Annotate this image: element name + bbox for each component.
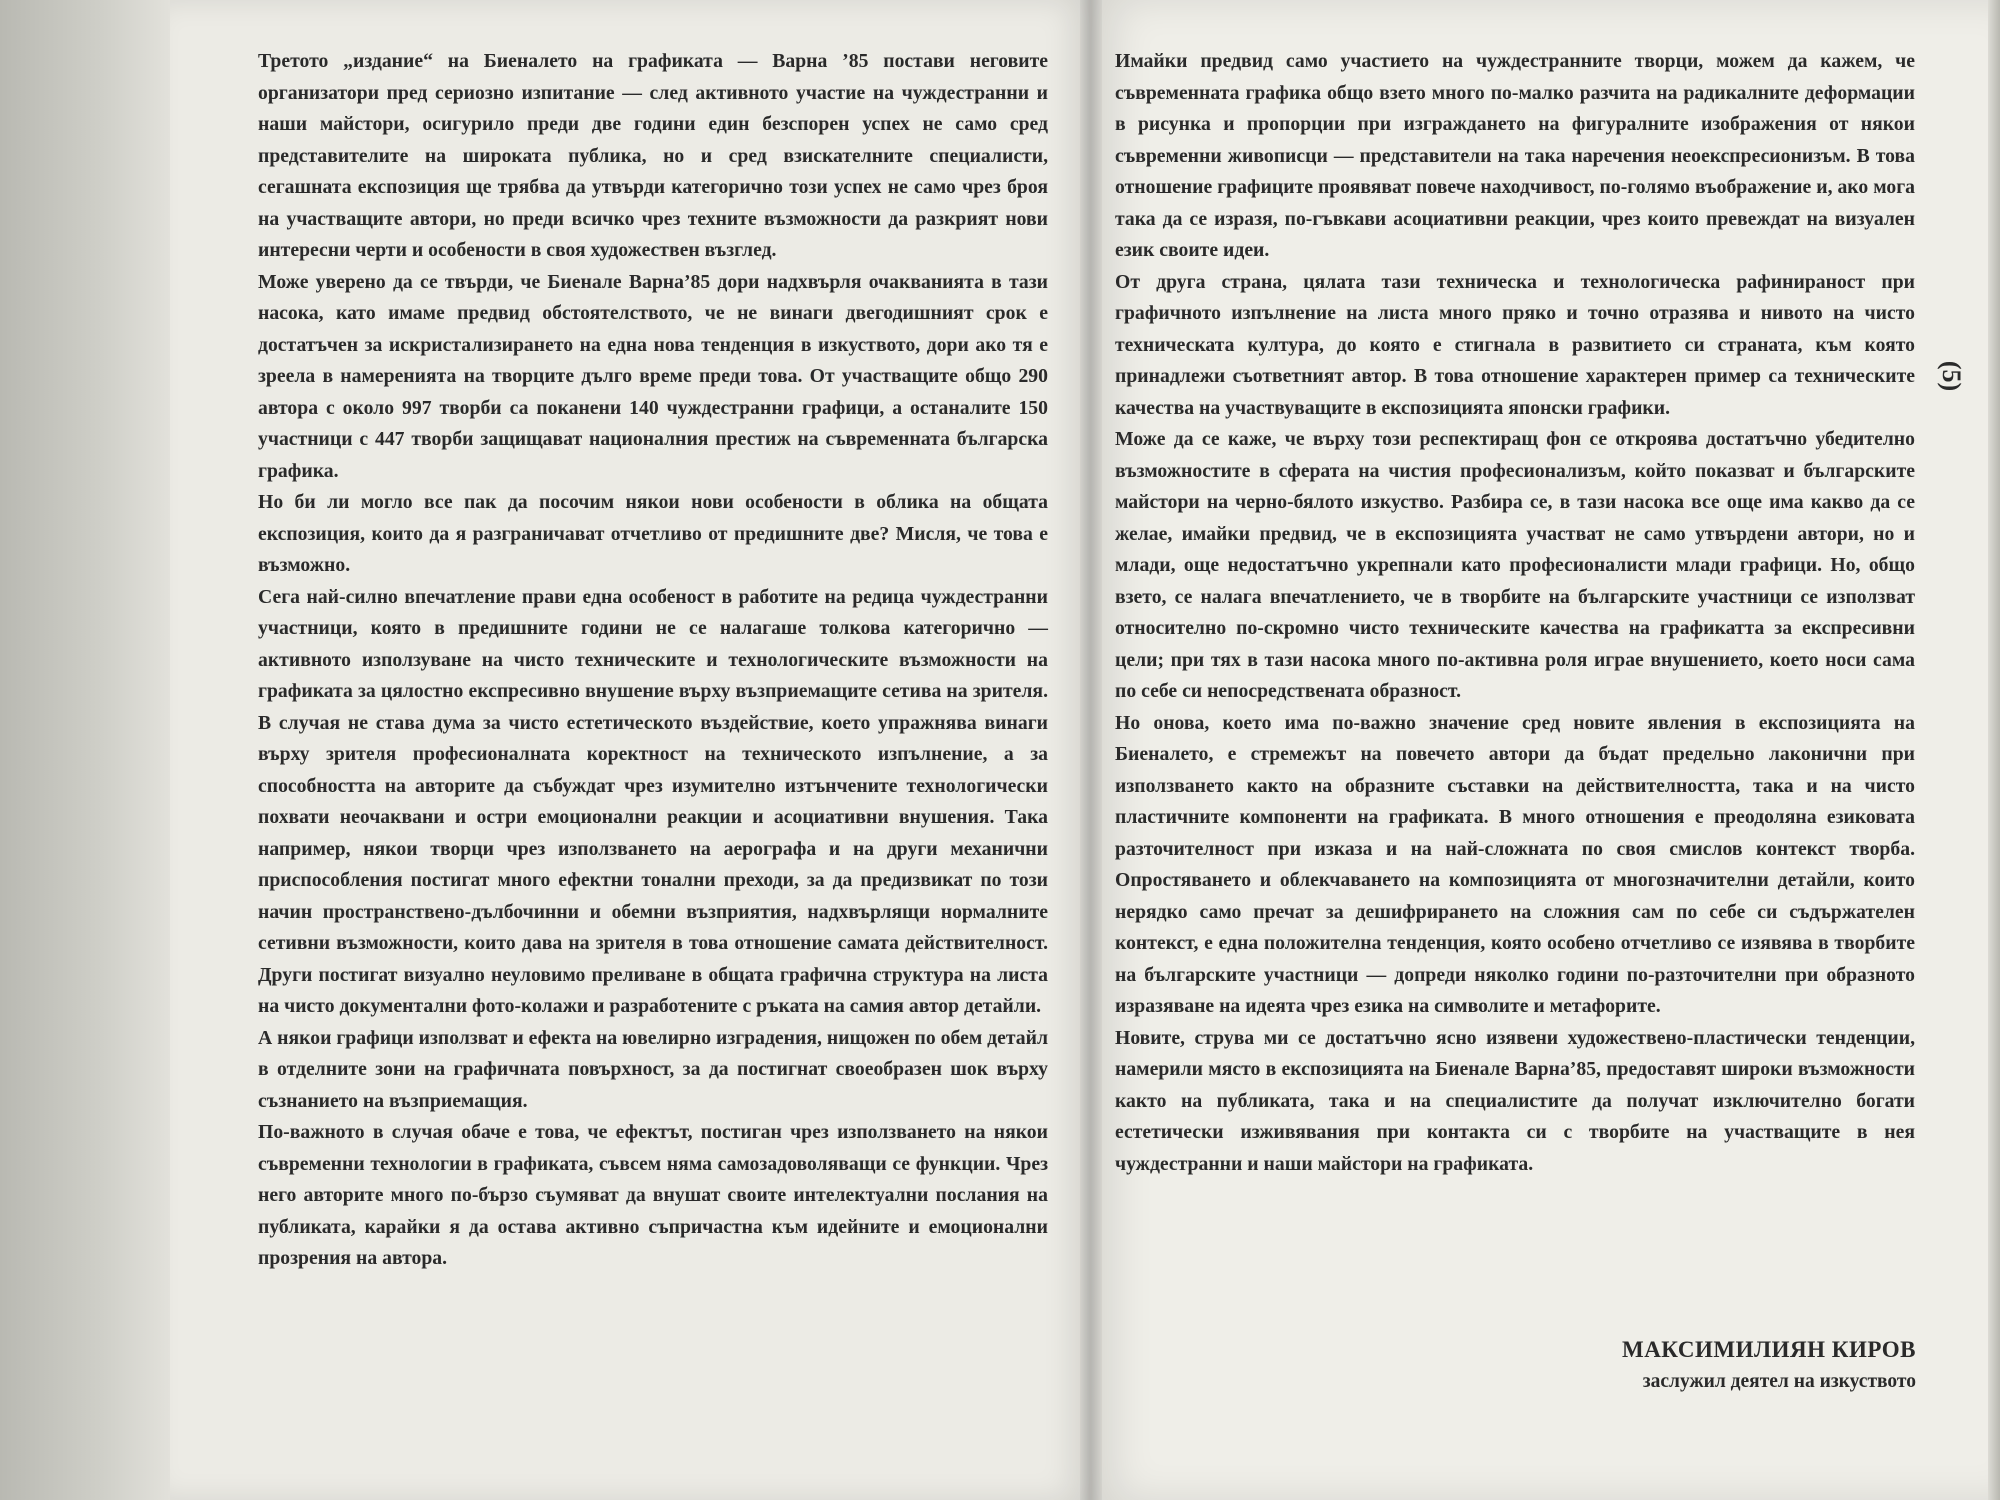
paragraph: Имайки предвид само участието на чуждестранните творци, можем да кажем, че съвременната графика общо взето много по-малко разчита на радикалните деформации в рисунка и пропорции при изграждането на фигуралните изображения от някои съвременни живописци — представители на така наречения неоекспресионизъм. В това отношение графиците проявяват повече находчивост, по-голямо въображение и, ако мога така да се изразя, по-гъвкави асоциативни реакции, чрез които превеждат на визуален език своите идеи. <box>1115 50 1915 261</box>
left-page-edge <box>0 0 170 1500</box>
paragraph: Може уверено да се твърди, че Биенале Варна’85 дори надхвърля очакванията в тази насока, като имаме предвид обстоятелството, че не винаги двегодишният срок е достатъчен за искристализирането на една нова тенденция в изкуството, дори ако тя е зреела в намеренията на творците дълго време преди това. От участващите общо 290 автора с около 997 творби са поканени 140 чуждестранни графици, а останалите 150 участници с 447 творби защищават националния престиж на съвременната българска графика. <box>258 270 1048 482</box>
paragraph: Новите, струва ми се достатъчно ясно изявени художествено-пластически тенденции, намерили място в експозицията на Биенале Варна’85, предоставят широки възможности както на публиката, така и на специалистите да получат изключително богати естетически изживявания при контакта си с творбите на участващите в нея чуждестранни и наши майстори на графиката. <box>1115 1026 1915 1175</box>
paragraph: Но би ли могло все пак да посочим някои нови особености в облика на общата експозиция, които да я разграничават отчетливо от предишните две? Мисля, че това е възможно. <box>258 491 1048 576</box>
paragraph: Сега най-силно впечатление прави една особеност в работите на редица чуждестранни участници, която в предишните години не се налагаше толкова категорично — активното използуване на чисто техническите и технологическите възможности на графиката за цялостно експресивно внушение върху възприемащите сетива на зрителя. В случая не става дума за чисто естетическото въздействие, което упражнява винаги върху зрителя професионалната коректност на техническото изпълнение, а за способността на авторите да събуждат чрез изумително изтънчените технологически похвати неочаквани и остри емоционални реакции и асоциативни внушения. Така например, някои творци чрез използването на аерографа и на други механични приспособления постигат много ефектни тонални преходи, за да предизвикат по този начин пространствено-дълбочинни и обемни възприятия, надхвърлящи нормалните сетивни възможности, които дава на зрителя в това отношение самата действителност. Други постигат визуално неуловимо преливане в общата графична структура на листа на чисто документални фото-колажи и разработените с ръката на самия автор детайли. <box>258 585 1048 1017</box>
author-name: МАКСИМИЛИЯН КИРОВ <box>1621 1337 1916 1362</box>
author-title: заслужил деятел на изкуството <box>1642 1371 1916 1392</box>
paragraph: А някои графици използват и ефекта на ювелирно изградения, нищожен по обем детайл в отделните зони на графичната повърхност, за да постигнат своеобразен шок върху съзнанието на възприемащия. <box>258 1026 1048 1112</box>
paragraph: Но онова, което има по-важно значение сред новите явления в експозицията на Биеналето, е стремежът на повечето автори да бъдат предельно лаконични при използването както на образните съставки на действителността, така и на чисто пластичните компоненти на графиката. В много отношения е преодоляна езиковата разточителност при изказа и на най-сложната по своя смислов контекст творба. Опростяването и облекчаването на композицията от многозначителни детайли, които нерядко само пречат за дешифрирането на сложния сам по себе си съдържателен контекст, е една положителна тенденция, която особено отчетливо се изявява в творбите на българските участници — допреди няколко години по-разточителни при образното изразяване на идеята чрез езика на символите и метафорите. <box>1115 711 1915 1017</box>
right-page-edge <box>1988 0 2000 1500</box>
right-text-column <box>1115 46 1915 1180</box>
paragraph: Третото „издание“ на Биеналето на графиката — Варна ’85 постави неговите организатори пред сериозно изпитание — след активното участие на чуждестранни и наши майстори, осигурило преди две години един безспорен успех не само сред представителите на широката публика, но и сред взискателните специалисти, сегашната експозиция ще трябва да утвърди категорично този успех не само чрез броя на участващите автори, но преди всичко чрез техните възможности да разкрият нови интересни черти и особености в своя художествен възглед. <box>258 50 1048 261</box>
left-text-column <box>258 46 1048 1275</box>
paragraph: Може да се каже, че върху този респектиращ фон се откроява достатъчно убедително възможностите в сферата на чистия професионализъм, който показват и българските майстори на черно-бялото изкуство. Разбира се, в тази насока все още има какво да се желае, имайки предвид, че в експозицията участват не само утвърдени автори, но и млади, още недостатъчно укрепнали като професионалисти млади графици. Но, общо взето, се налага впечатлението, че в творбите на българските участници се използват относително по-скромно чисто техническите качества на графикатта за експресивни цели; при тях в тази насока много по-активна роля играе внушението, което носи сама по себе си непосредствената образност. <box>1115 428 1915 702</box>
paragraph: По-важното в случая обаче е това, че ефектът, постиган чрез използването на някои съвременни технологии в графиката, съвсем няма самозадоволяващи се функции. Чрез него авторите много по-бързо съумяват да внушат своите интелектуални послания на публиката, карайки я да остава активно съпричастна към идейните и емоционални прозрения на автора. <box>258 1121 1048 1269</box>
paragraph: От друга страна, цялата тази техническа и технологическа рафинираност при графичното изпълнение на листа много пряко и точно отразява и нивото на чисто техническата култура, до която е стигнала в развитието си страната, към която принадлежи съответният автор. В това отношение характерен пример са техническите качества на участвуващите в експозицията японски графики. <box>1115 270 1915 419</box>
page-number: (5) <box>1937 360 1966 392</box>
author-signature <box>1622 1333 1916 1397</box>
book-gutter <box>1080 0 1102 1500</box>
